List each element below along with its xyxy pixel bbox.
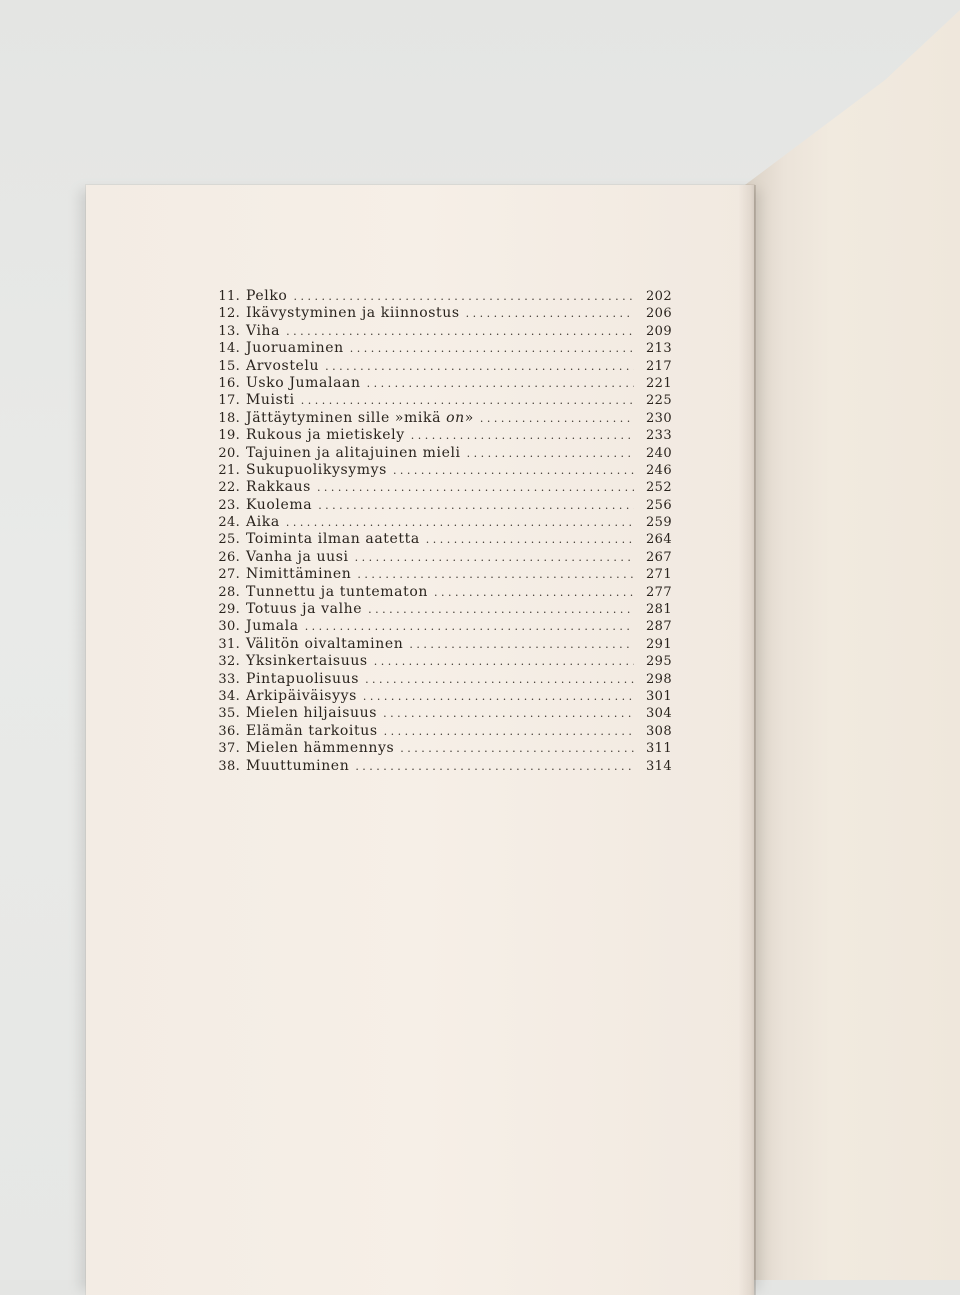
toc-entry [206,688,672,705]
toc-chapter-number: 35. [218,706,240,722]
toc-dot-leader [355,549,634,566]
toc-chapter-number: 38. [218,758,240,774]
toc-chapter-number: 29. [218,602,240,618]
toc-chapter-title: Pintapuolisuus [246,670,360,687]
toc-chapter-number: 16. [218,375,240,391]
toc-page-number: 209 [645,323,672,339]
toc-chapter-number: 19. [218,428,240,444]
toc-chapter-number: 12. [218,306,240,322]
toc-entry [206,618,672,635]
toc-entry [206,531,672,548]
toc-chapter-number: 32. [218,654,240,670]
toc-entry [206,358,672,375]
toc-entry [206,671,672,688]
toc-chapter-title: Tunnettu ja tuntematon [246,583,428,600]
toc-entry [206,636,672,653]
toc-page-number: 256 [645,497,672,513]
toc-dot-leader [383,705,634,722]
toc-entry [206,601,672,618]
toc-dot-leader [286,514,634,531]
toc-chapter-title: Nimittäminen [246,566,352,583]
toc-chapter-number: 33. [218,671,240,687]
toc-chapter-number: 18. [218,410,240,426]
toc-chapter-title: Elämän tarkoitus [246,722,378,739]
facing-page [745,0,960,1280]
toc-dot-leader [355,758,634,775]
toc-chapter-number: 11. [218,289,240,304]
toc-entry [206,758,672,775]
toc-entry [206,445,672,462]
toc-page-number: 271 [645,567,672,583]
toc-page-number: 277 [645,584,672,600]
toc-page-number: 206 [645,306,672,322]
toc-dot-leader [480,410,634,427]
toc-chapter-title: Mielen hiljaisuus [246,705,378,722]
toc-dot-leader [286,323,634,340]
toc-chapter-title: Totuus ja valhe [246,601,363,618]
toc-entry [206,497,672,514]
toc-chapter-title: Rukous ja mietiskely [246,427,405,444]
toc-chapter-title: Juoruaminen [246,340,344,357]
toc-chapter-number: 28. [218,584,240,600]
toc-dot-leader [365,671,634,688]
toc-dot-leader [301,392,634,409]
toc-page-number: 259 [645,515,672,531]
toc-dot-leader [305,618,634,635]
toc-chapter-number: 24. [218,515,240,531]
toc-chapter-title: Muuttuminen [246,757,350,774]
toc-chapter-title: Aika [246,514,280,531]
toc-entry [206,392,672,409]
toc-entry [206,566,672,583]
toc-chapter-title [246,410,474,427]
toc-chapter-title: Mielen hämmennys [246,740,395,757]
toc-page-number: 295 [645,654,672,670]
toc-dot-leader [393,462,634,479]
toc-chapter-title-text: Jättäytyminen sille »mikä [246,409,442,426]
toc-page-number: 267 [645,549,672,565]
toc-entry [206,584,672,601]
toc-entry [206,305,672,322]
toc-page-number: 233 [645,428,672,444]
toc-entry [206,288,672,305]
toc-chapter-title: Yksinkertaisuus [246,653,368,670]
toc-chapter-number: 20. [218,445,240,461]
toc-entry [206,723,672,740]
toc-chapter-title: Usko Jumalaan [246,374,361,391]
toc-entry [206,340,672,357]
toc-chapter-title: Välitön oivaltaminen [246,635,404,652]
toc-chapter-number: 37. [218,741,240,757]
toc-chapter-number: 22. [218,480,240,496]
toc-dot-leader [466,305,634,322]
toc-chapter-title: Viha [246,322,281,339]
toc-chapter-number: 31. [218,636,240,652]
toc-chapter-number: 30. [218,619,240,635]
toc-dot-leader [367,375,634,392]
toc-chapter-number: 26. [218,549,240,565]
toc-chapter-title: Kuolema [246,496,313,513]
toc-dot-leader [357,566,634,583]
toc-chapter-title: Toiminta ilman aatetta [246,531,420,548]
toc-dot-leader [317,479,634,496]
toc-page-number: 298 [645,671,672,687]
toc-page-number: 264 [645,532,672,548]
toc-entry [206,514,672,531]
toc-dot-leader [434,584,634,601]
toc-chapter-title: Ikävystyminen ja kiinnostus [246,305,460,322]
toc-page-number: 213 [645,341,672,357]
toc-page-number: 287 [645,619,672,635]
toc-dot-leader [318,497,634,514]
toc-chapter-number: 21. [218,462,240,478]
toc-entry [206,705,672,722]
page-gutter-edge [738,185,756,1295]
toc-entry [206,479,672,496]
toc-entry [206,549,672,566]
toc-chapter-number: 23. [218,497,240,513]
toc-entry [206,653,672,670]
toc-chapter-number: 17. [218,393,240,409]
toc-dot-leader [411,427,634,444]
table-of-contents [206,288,672,775]
toc-page-number: 281 [645,602,672,618]
toc-dot-leader [293,288,634,305]
toc-dot-leader [400,740,634,757]
toc-page-number: 291 [645,636,672,652]
toc-chapter-number: 15. [218,358,240,374]
toc-chapter-title: Tajuinen ja alitajuinen mieli [246,444,461,461]
toc-chapter-title-after: » [464,409,474,426]
toc-page-number: 308 [645,723,672,739]
toc-dot-leader [368,601,634,618]
toc-dot-leader [467,445,634,462]
toc-chapter-title: Pelko [246,288,288,304]
toc-dot-leader [426,531,634,548]
toc-page-number: 217 [645,358,672,374]
toc-page-number: 230 [645,410,672,426]
toc-entry [206,375,672,392]
toc-chapter-title: Muisti [246,392,295,409]
toc-dot-leader [409,636,634,653]
toc-page-number: 221 [645,375,672,391]
toc-page-number: 246 [645,462,672,478]
toc-entry [206,410,672,427]
toc-entry [206,740,672,757]
toc-page-number: 240 [645,445,672,461]
toc-dot-leader [350,340,634,357]
toc-chapter-number: 34. [218,688,240,704]
toc-page-number: 314 [645,758,672,774]
toc-entry [206,427,672,444]
toc-chapter-title: Jumala [246,618,299,635]
toc-dot-leader [363,688,634,705]
toc-dot-leader [374,653,634,670]
toc-page-number: 252 [645,480,672,496]
toc-chapter-title: Arvostelu [246,357,320,374]
toc-chapter-title: Vanha ja uusi [246,548,349,565]
toc-dot-leader [325,358,634,375]
toc-page-number: 225 [645,393,672,409]
toc-chapter-title: Sukupuolikysymys [246,461,387,478]
toc-entry [206,462,672,479]
toc-page-number: 311 [645,741,672,757]
toc-page-number: 301 [645,688,672,704]
toc-chapter-number: 25. [218,532,240,548]
toc-chapter-number: 36. [218,723,240,739]
toc-chapter-number: 27. [218,567,240,583]
toc-chapter-title-italic: on [446,409,465,426]
toc-chapter-number: 13. [218,323,240,339]
toc-page-number: 304 [645,706,672,722]
toc-page-number: 202 [645,289,672,304]
toc-chapter-number: 14. [218,341,240,357]
toc-chapter-title: Arkipäiväisyys [246,687,357,704]
toc-chapter-title: Rakkaus [246,479,311,496]
toc-dot-leader [384,723,634,740]
toc-entry [206,323,672,340]
